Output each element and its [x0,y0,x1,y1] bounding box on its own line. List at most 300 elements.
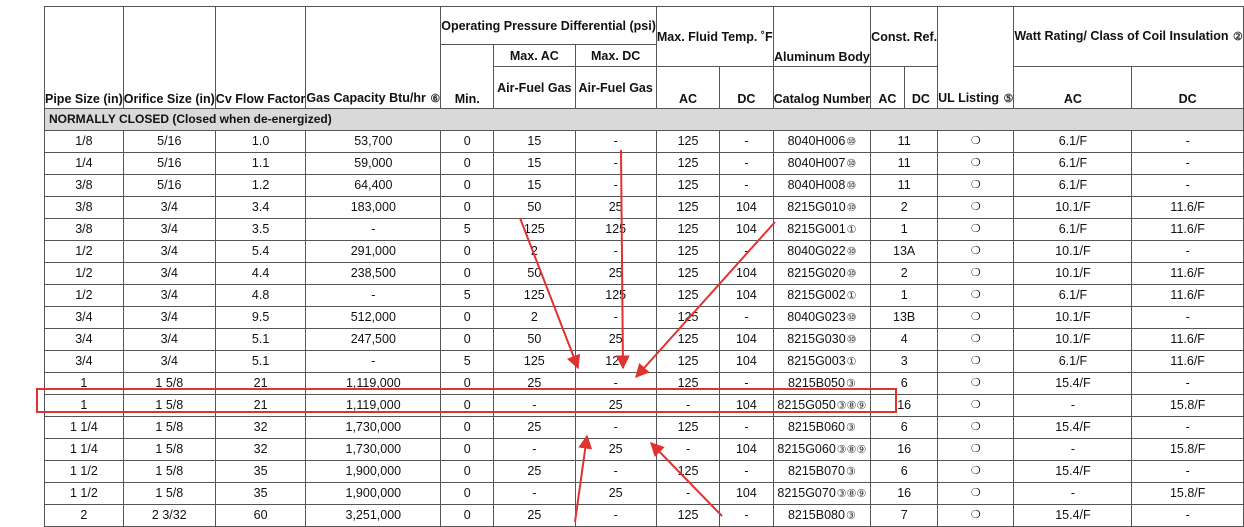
cell-watt-ac: 15.4/F [1014,460,1132,482]
catalog-number: 8215G010 [787,199,846,214]
cell-watt-ac: - [1014,394,1132,416]
catalog-number: 8040H007 [787,155,846,170]
cell-orifice: 1 5/8 [123,372,215,394]
catalog-number: 8215B050 [787,375,845,390]
catalog-footnotes: ① [846,289,857,302]
cell-temp-dc: 104 [720,350,773,372]
cell-min: 0 [441,504,494,526]
header-air-fuel-ac: Air-Fuel Gas [494,67,575,109]
cell-temp-ac: - [656,394,719,416]
cell-pipe: 2 [45,504,124,526]
cell-cv: 35 [215,482,306,504]
cell-max-dc: - [575,372,656,394]
cell-pipe: 1/4 [45,152,124,174]
cell-max-ac: - [494,394,575,416]
catalog-footnotes: ⑩ [846,135,857,148]
cell-gas: 291,000 [306,240,441,262]
cell-catalog [773,152,871,174]
cell-watt-dc: - [1132,152,1243,174]
cell-orifice: 2 3/32 [123,504,215,526]
header-cref-dc: DC [904,67,938,109]
table-row [45,504,1244,526]
cell-ul: ❍ [938,328,1014,350]
cell-cv: 21 [215,394,306,416]
cell-ul: ❍ [938,394,1014,416]
cell-cv: 5.1 [215,328,306,350]
catalog-footnotes: ③⑧⑨ [836,487,867,500]
cell-const-ref: 2 [871,262,938,284]
cell-ul: ❍ [938,438,1014,460]
cell-cv: 3.5 [215,218,306,240]
cell-temp-dc: - [720,240,773,262]
cell-cv: 9.5 [215,306,306,328]
cell-temp-dc: 104 [720,482,773,504]
cell-catalog [773,306,871,328]
cell-const-ref: 16 [871,438,938,460]
cell-temp-ac: 125 [656,196,719,218]
cell-gas: 3,251,000 [306,504,441,526]
cell-cv: 4.4 [215,262,306,284]
cell-gas: 247,500 [306,328,441,350]
catalog-number: 8215G020 [787,265,846,280]
cell-temp-ac: 125 [656,460,719,482]
cell-temp-ac: 125 [656,218,719,240]
cell-orifice: 1 5/8 [123,438,215,460]
cell-temp-dc: - [720,152,773,174]
header-min: Min. [441,45,494,109]
cell-watt-dc: - [1132,174,1243,196]
cell-cv: 3.4 [215,196,306,218]
cell-catalog [773,438,871,460]
cell-const-ref: 6 [871,460,938,482]
cell-orifice: 1 5/8 [123,416,215,438]
cell-ul: ❍ [938,284,1014,306]
cell-gas: 238,500 [306,262,441,284]
catalog-footnotes: ⑩ [846,245,857,258]
cell-cv: 1.1 [215,152,306,174]
cell-watt-dc: 11.6/F [1132,262,1243,284]
cell-temp-ac: 125 [656,152,719,174]
cell-catalog [773,130,871,152]
table-row [45,152,1244,174]
cell-max-dc: - [575,174,656,196]
cell-temp-ac: 125 [656,416,719,438]
cell-watt-dc: - [1132,460,1243,482]
cell-watt-dc: 15.8/F [1132,394,1243,416]
catalog-footnotes: ⑩ [846,201,857,214]
cell-temp-dc: - [720,306,773,328]
header-ul-label: UL Listing [938,91,1000,105]
cell-temp-dc: 104 [720,438,773,460]
cell-pipe: 3/4 [45,328,124,350]
cell-watt-ac: 10.1/F [1014,262,1132,284]
cell-min: 0 [441,416,494,438]
header-pipe-size: Pipe Size (in) [45,7,124,109]
cell-max-dc: 25 [575,438,656,460]
header-temp-dc: DC [720,67,773,109]
cell-orifice: 3/4 [123,196,215,218]
cell-temp-dc: 104 [720,394,773,416]
cell-ul: ❍ [938,174,1014,196]
cell-catalog [773,460,871,482]
cell-temp-ac: 125 [656,372,719,394]
table-row [45,460,1244,482]
cell-max-ac: 25 [494,504,575,526]
cell-const-ref: 11 [871,130,938,152]
cell-const-ref: 1 [871,284,938,306]
cell-orifice: 5/16 [123,130,215,152]
cell-max-ac: - [494,482,575,504]
cell-max-ac: 25 [494,460,575,482]
catalog-number: 8215B070 [787,463,845,478]
cell-pipe: 3/4 [45,350,124,372]
cell-pipe: 3/8 [45,218,124,240]
cell-max-ac: 2 [494,240,575,262]
cell-min: 0 [441,262,494,284]
cell-ul: ❍ [938,504,1014,526]
section-title: NORMALLY CLOSED (Closed when de-energized) [45,109,1244,131]
cell-watt-dc: 15.8/F [1132,438,1243,460]
cell-gas: 53,700 [306,130,441,152]
cell-watt-dc: - [1132,130,1243,152]
cell-watt-dc: 11.6/F [1132,350,1243,372]
cell-max-dc: 25 [575,196,656,218]
cell-gas: 183,000 [306,196,441,218]
table-header [45,7,1244,109]
cell-min: 0 [441,372,494,394]
cell-gas: - [306,218,441,240]
header-watt-label: Watt Rating/ Class of Coil Insulation [1014,29,1229,43]
cell-max-ac: 50 [494,196,575,218]
cell-pipe: 1/2 [45,262,124,284]
cell-watt-ac: 10.1/F [1014,306,1132,328]
cell-const-ref: 3 [871,350,938,372]
cell-temp-ac: 125 [656,240,719,262]
cell-watt-dc: 11.6/F [1132,218,1243,240]
cell-orifice: 3/4 [123,306,215,328]
cell-max-ac: 15 [494,152,575,174]
table-row [45,438,1244,460]
cell-pipe: 1 1/2 [45,460,124,482]
cell-ul: ❍ [938,460,1014,482]
table-row [45,394,1244,416]
cell-min: 0 [441,152,494,174]
cell-watt-ac: 15.4/F [1014,416,1132,438]
cell-const-ref: 11 [871,152,938,174]
cell-max-dc: 125 [575,218,656,240]
cell-pipe: 3/8 [45,196,124,218]
header-const-ref: Const. Ref. [871,7,938,67]
catalog-number: 8215G060 [777,441,836,456]
catalog-footnotes: ① [846,355,857,368]
cell-orifice: 5/16 [123,152,215,174]
catalog-footnotes: ③ [845,377,856,390]
ul-footnote: ⑤ [1003,93,1014,105]
cell-max-dc: 125 [575,350,656,372]
cell-max-dc: - [575,130,656,152]
catalog-number: 8215B060 [787,419,845,434]
cell-min: 0 [441,306,494,328]
cell-min: 0 [441,460,494,482]
cell-max-dc: - [575,460,656,482]
catalog-footnotes: ⑩ [846,179,857,192]
cell-catalog [773,372,871,394]
cell-min: 0 [441,482,494,504]
cell-temp-dc: 104 [720,262,773,284]
cell-watt-ac: 6.1/F [1014,350,1132,372]
cell-temp-ac: 125 [656,130,719,152]
cell-const-ref: 13B [871,306,938,328]
catalog-footnotes: ③ [845,509,856,522]
cell-watt-dc: 11.6/F [1132,328,1243,350]
cell-temp-ac: - [656,438,719,460]
cell-cv: 21 [215,372,306,394]
header-cv: Cv Flow Factor [215,7,306,109]
cell-const-ref: 1 [871,218,938,240]
header-watt-rating [1014,7,1243,67]
cell-temp-ac: - [656,482,719,504]
catalog-footnotes: ⑩ [846,311,857,324]
cell-min: 0 [441,174,494,196]
table-row [45,196,1244,218]
cell-min: 0 [441,130,494,152]
cell-temp-dc: 104 [720,284,773,306]
cell-temp-ac: 125 [656,504,719,526]
cell-ul: ❍ [938,416,1014,438]
catalog-number: 8040G022 [787,243,846,258]
table-row [45,174,1244,196]
cell-gas: 512,000 [306,306,441,328]
cell-orifice: 1 5/8 [123,394,215,416]
cell-max-ac: 125 [494,218,575,240]
cell-temp-ac: 125 [656,328,719,350]
header-watt-ac: AC [1014,67,1132,109]
cell-catalog [773,174,871,196]
header-orifice-size: Orifice Size (in) [123,7,215,109]
cell-orifice: 1 5/8 [123,460,215,482]
cell-temp-dc: 104 [720,196,773,218]
catalog-number: 8040H008 [787,177,846,192]
cell-cv: 5.4 [215,240,306,262]
catalog-number: 8040H006 [787,133,846,148]
cell-pipe: 1 1/4 [45,438,124,460]
catalog-number: 8215G002 [787,287,846,302]
cell-temp-ac: 125 [656,306,719,328]
cell-gas: 1,900,000 [306,482,441,504]
valve-spec-table [44,6,1244,527]
cell-orifice: 3/4 [123,240,215,262]
cell-gas: 1,730,000 [306,416,441,438]
cell-cv: 5.1 [215,350,306,372]
cell-max-dc: - [575,416,656,438]
cell-ul: ❍ [938,218,1014,240]
cell-min: 0 [441,240,494,262]
cell-max-dc: - [575,152,656,174]
cell-catalog [773,482,871,504]
cell-pipe: 1 1/4 [45,416,124,438]
cell-max-ac: 125 [494,284,575,306]
cell-const-ref: 2 [871,196,938,218]
cell-cv: 60 [215,504,306,526]
table-body [45,109,1244,527]
cell-const-ref: 7 [871,504,938,526]
catalog-footnotes: ⑩ [846,267,857,280]
cell-cv: 35 [215,460,306,482]
table-row [45,416,1244,438]
catalog-footnotes: ③⑧⑨ [836,443,867,456]
header-air-fuel-dc: Air-Fuel Gas [575,67,656,109]
cell-pipe: 1 [45,372,124,394]
cell-watt-ac: 6.1/F [1014,174,1132,196]
cell-watt-ac: 15.4/F [1014,504,1132,526]
cell-pipe: 1/2 [45,284,124,306]
cell-gas: 1,119,000 [306,394,441,416]
cell-max-ac: 25 [494,372,575,394]
cell-catalog [773,328,871,350]
cell-orifice: 3/4 [123,284,215,306]
cell-max-ac: 125 [494,350,575,372]
cell-temp-dc: 104 [720,328,773,350]
cell-cv: 4.8 [215,284,306,306]
header-temp-ac: AC [656,67,719,109]
catalog-number: 8215G030 [787,331,846,346]
cell-watt-ac: 6.1/F [1014,218,1132,240]
cell-orifice: 5/16 [123,174,215,196]
cell-orifice: 3/4 [123,350,215,372]
cell-min: 5 [441,218,494,240]
header-max-ac: Max. AC [494,45,575,67]
cell-watt-dc: 15.8/F [1132,482,1243,504]
cell-temp-dc: - [720,416,773,438]
cell-watt-dc: - [1132,372,1243,394]
cell-max-dc: 25 [575,394,656,416]
table-row [45,262,1244,284]
cell-catalog [773,196,871,218]
gas-capacity-footnote: ⑥ [430,93,441,105]
cell-ul: ❍ [938,306,1014,328]
cell-gas: - [306,284,441,306]
cell-watt-dc: - [1132,306,1243,328]
watt-footnote: ② [1233,31,1243,43]
cell-watt-ac: - [1014,482,1132,504]
cell-watt-dc: 11.6/F [1132,284,1243,306]
cell-pipe: 3/4 [45,306,124,328]
cell-min: 0 [441,196,494,218]
cell-watt-dc: - [1132,416,1243,438]
cell-temp-dc: - [720,174,773,196]
cell-watt-ac: 10.1/F [1014,196,1132,218]
cell-catalog [773,416,871,438]
table-row [45,218,1244,240]
cell-max-dc: - [575,504,656,526]
cell-watt-ac: 10.1/F [1014,240,1132,262]
table-row [45,240,1244,262]
cell-ul: ❍ [938,482,1014,504]
table-row [45,328,1244,350]
cell-max-dc: 25 [575,482,656,504]
table-row [45,130,1244,152]
cell-ul: ❍ [938,130,1014,152]
catalog-number: 8215G070 [777,485,836,500]
cell-gas: 59,000 [306,152,441,174]
cell-pipe: 3/8 [45,174,124,196]
cell-ul: ❍ [938,262,1014,284]
catalog-number: 8215G003 [787,353,846,368]
cell-watt-ac: - [1014,438,1132,460]
cell-max-ac: 15 [494,174,575,196]
cell-min: 0 [441,438,494,460]
cell-const-ref: 11 [871,174,938,196]
catalog-number: 8040G023 [787,309,846,324]
cell-watt-dc: - [1132,240,1243,262]
cell-max-ac: 50 [494,262,575,284]
cell-const-ref: 16 [871,482,938,504]
cell-temp-dc: - [720,460,773,482]
table-row [45,372,1244,394]
cell-pipe: 1 [45,394,124,416]
catalog-footnotes: ③ [845,421,856,434]
header-op-pressure: Operating Pressure Differential (psi) [441,7,657,45]
cell-temp-dc: 104 [720,218,773,240]
header-gas-capacity-label: Gas Capacity Btu/hr [306,91,426,105]
cell-catalog [773,262,871,284]
cell-max-dc: - [575,306,656,328]
cell-watt-ac: 6.1/F [1014,152,1132,174]
cell-max-ac: 50 [494,328,575,350]
header-gas-capacity [306,7,441,109]
cell-temp-dc: - [720,504,773,526]
cell-orifice: 1 5/8 [123,482,215,504]
cell-cv: 32 [215,438,306,460]
catalog-footnotes: ⑩ [846,333,857,346]
table-row [45,306,1244,328]
catalog-footnotes: ① [846,223,857,236]
cell-watt-ac: 15.4/F [1014,372,1132,394]
header-catalog-number: Catalog Number [773,67,871,109]
cell-gas: 1,119,000 [306,372,441,394]
cell-watt-ac: 6.1/F [1014,130,1132,152]
cell-max-dc: - [575,240,656,262]
cell-pipe: 1 1/2 [45,482,124,504]
cell-min: 0 [441,328,494,350]
cell-watt-dc: 11.6/F [1132,196,1243,218]
header-ul-listing [938,7,1014,109]
cell-temp-ac: 125 [656,350,719,372]
cell-ul: ❍ [938,372,1014,394]
catalog-number: 8215G050 [777,397,836,412]
cell-orifice: 3/4 [123,328,215,350]
cell-catalog [773,218,871,240]
section-row [45,109,1244,131]
cell-const-ref: 6 [871,416,938,438]
cell-const-ref: 4 [871,328,938,350]
table-row [45,350,1244,372]
cell-const-ref: 13A [871,240,938,262]
header-max-dc: Max. DC [575,45,656,67]
cell-temp-dc: - [720,130,773,152]
catalog-number: 8215B080 [787,507,845,522]
cell-catalog [773,350,871,372]
cell-gas: 1,730,000 [306,438,441,460]
cell-max-dc: 125 [575,284,656,306]
cell-cv: 1.0 [215,130,306,152]
cell-min: 0 [441,394,494,416]
cell-catalog [773,394,871,416]
cell-ul: ❍ [938,196,1014,218]
cell-pipe: 1/2 [45,240,124,262]
cell-orifice: 3/4 [123,218,215,240]
cell-min: 5 [441,350,494,372]
